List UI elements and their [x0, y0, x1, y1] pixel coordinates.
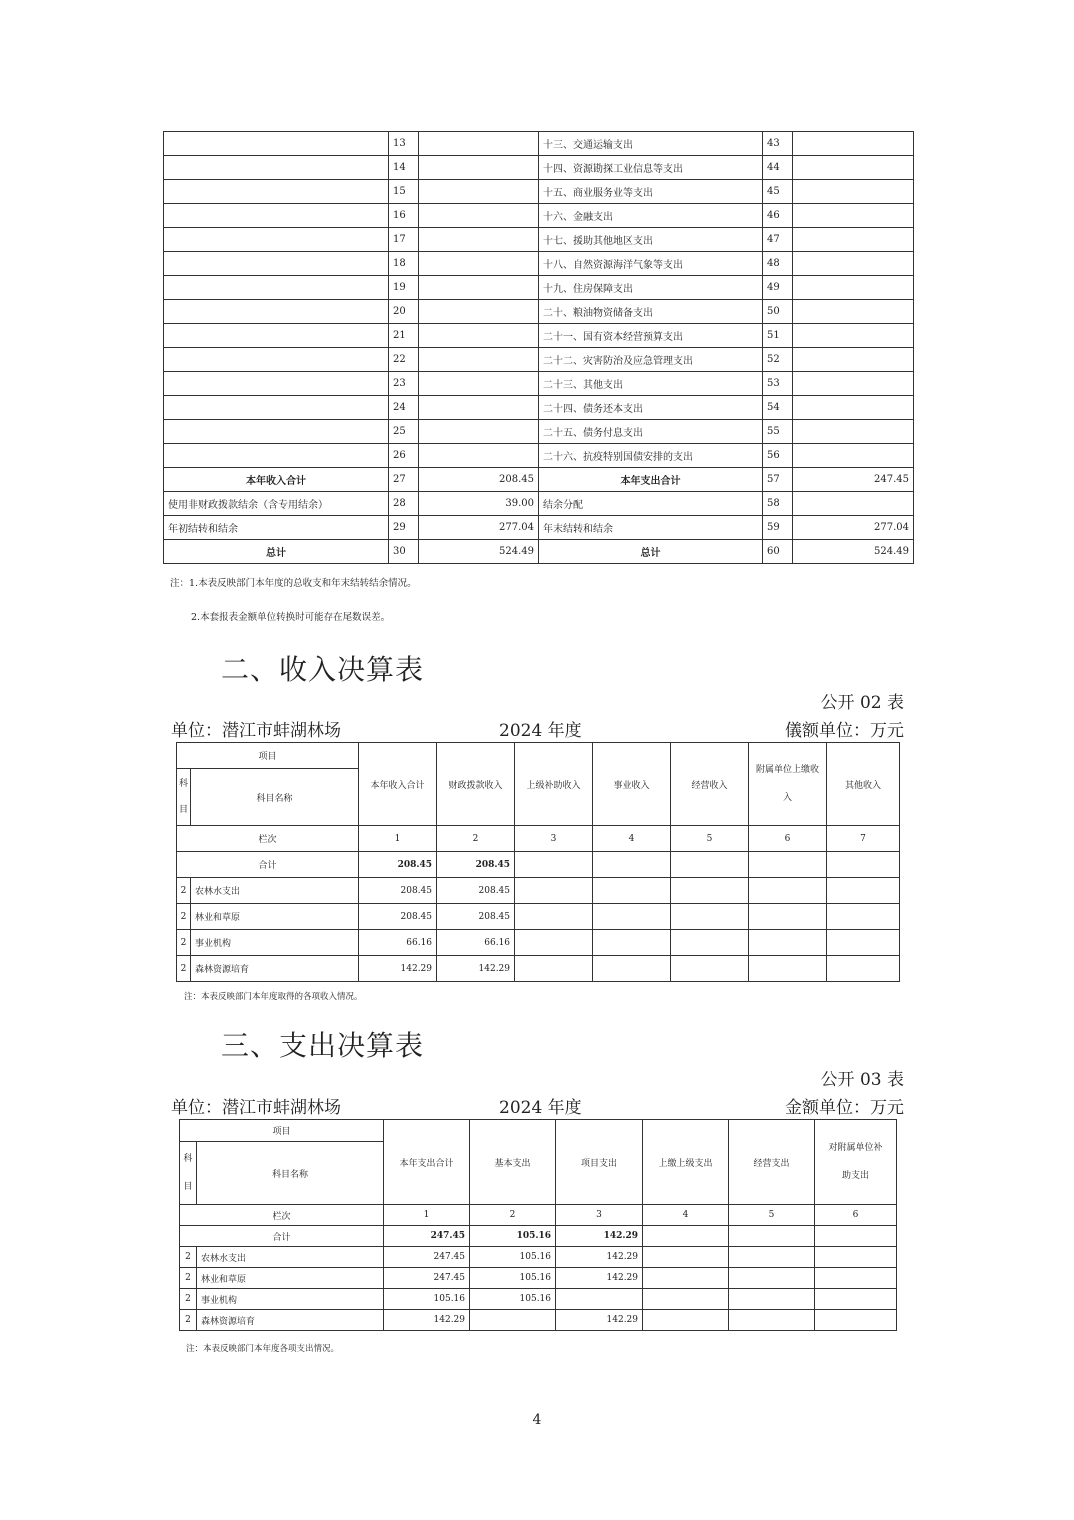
- expense-amount-unit: 金额单位：万元: [785, 1098, 904, 1118]
- table-row: [177, 878, 900, 904]
- income-row-val: 208.45: [359, 904, 437, 930]
- summary-note-1: 注：1.本表反映部门本年度的总收支和年末结转结余情况。: [170, 578, 417, 589]
- summary-right-val: [793, 204, 914, 228]
- income-row-val: 208.45: [437, 878, 515, 904]
- income-colnum: 7: [827, 826, 900, 852]
- summary-right-val: [793, 420, 914, 444]
- income-row-val: [515, 904, 593, 930]
- table-row: [177, 930, 900, 956]
- summary-right-label: 二十一、国有资本经营预算支出: [539, 324, 763, 348]
- summary-left-label: 年初结转和结余: [164, 516, 389, 540]
- table-row: [164, 156, 914, 180]
- table-row: [177, 956, 900, 982]
- income-row-val: [671, 956, 749, 982]
- expense-row-name: 事业机构: [197, 1289, 384, 1310]
- expense-col-2: 基本支出: [470, 1120, 556, 1205]
- summary-left-val: [419, 156, 539, 180]
- income-row-val: [515, 878, 593, 904]
- income-col-4: 事业收入: [593, 743, 671, 826]
- table-row: [164, 396, 914, 420]
- summary-right-no: 45: [763, 180, 793, 204]
- summary-left-no: 28: [389, 492, 419, 516]
- table-row: [164, 252, 914, 276]
- income-col-3: 上级补助收入: [515, 743, 593, 826]
- expense-row-val: [729, 1289, 815, 1310]
- income-row-name: 农林水支出: [191, 878, 359, 904]
- income-col-6: 附属单位上缴收 入: [749, 743, 827, 826]
- summary-left-val: [419, 324, 539, 348]
- expense-row-val: [815, 1268, 897, 1289]
- expense-row-val: 105.16: [470, 1247, 556, 1268]
- income-row-code: 2: [177, 956, 191, 982]
- expense-row-val: [729, 1310, 815, 1331]
- income-colnum: 3: [515, 826, 593, 852]
- summary-left-no: 26: [389, 444, 419, 468]
- summary-right-val: [793, 444, 914, 468]
- summary-left-no: 27: [389, 468, 419, 492]
- summary-right-no: 48: [763, 252, 793, 276]
- summary-left-label: [164, 276, 389, 300]
- summary-right-val: [793, 228, 914, 252]
- expense-row-val: [643, 1310, 729, 1331]
- summary-right-no: 55: [763, 420, 793, 444]
- summary-right-label: 十七、援助其他地区支出: [539, 228, 763, 252]
- expense-row-code: 2: [180, 1247, 197, 1268]
- income-total-label: 合计: [177, 852, 359, 878]
- expense-total-val: [643, 1226, 729, 1247]
- summary-left-no: 25: [389, 420, 419, 444]
- table-row: [164, 204, 914, 228]
- expense-row-val: 142.29: [556, 1310, 643, 1331]
- expense-hdr-item: 项目: [180, 1120, 384, 1142]
- expense-row-val: [556, 1289, 643, 1310]
- expense-hdr-kemu: 科 目: [180, 1142, 197, 1205]
- income-total-val: [515, 852, 593, 878]
- expense-colnum: 1: [384, 1205, 470, 1226]
- expense-row-code: 2: [180, 1310, 197, 1331]
- table-row: [180, 1310, 897, 1331]
- expense-col-3: 项目支出: [556, 1120, 643, 1205]
- table-row: [164, 228, 914, 252]
- summary-right-no: 46: [763, 204, 793, 228]
- summary-left-val: [419, 204, 539, 228]
- summary-left-no: 21: [389, 324, 419, 348]
- summary-right-label: 十九、住房保障支出: [539, 276, 763, 300]
- expense-row-val: [815, 1289, 897, 1310]
- expense-row-code: 2: [180, 1268, 197, 1289]
- summary-left-label: [164, 324, 389, 348]
- expense-row-val: 142.29: [384, 1310, 470, 1331]
- summary-right-label: 十三、交通运输支出: [539, 132, 763, 156]
- expense-lanci: 栏次: [180, 1205, 384, 1226]
- income-row-val: [749, 930, 827, 956]
- expense-row-val: 142.29: [556, 1268, 643, 1289]
- summary-left-val: [419, 132, 539, 156]
- summary-left-label: 总计: [164, 540, 389, 564]
- income-row-val: [827, 930, 900, 956]
- expense-row-val: 105.16: [384, 1289, 470, 1310]
- income-col-5: 经营收入: [671, 743, 749, 826]
- income-row-val: [749, 904, 827, 930]
- summary-left-label: [164, 252, 389, 276]
- expense-col-6: 对附属单位补 助支出: [815, 1120, 897, 1205]
- expense-row-val: [729, 1268, 815, 1289]
- summary-right-label: 结余分配: [539, 492, 763, 516]
- summary-left-val: 39.00: [419, 492, 539, 516]
- table-row: [180, 1289, 897, 1310]
- summary-left-label: [164, 396, 389, 420]
- income-table-code: 公开 02 表: [820, 693, 904, 713]
- expense-row-val: 105.16: [470, 1268, 556, 1289]
- summary-left-val: [419, 228, 539, 252]
- income-table: [176, 742, 900, 982]
- table-row: [164, 324, 914, 348]
- expense-total-val: 142.29: [556, 1226, 643, 1247]
- summary-right-label: 十六、金融支出: [539, 204, 763, 228]
- summary-left-no: 19: [389, 276, 419, 300]
- income-row-val: [671, 878, 749, 904]
- summary-right-no: 43: [763, 132, 793, 156]
- summary-left-label: [164, 420, 389, 444]
- income-hdr-kemu: 科 目: [177, 769, 191, 826]
- summary-left-label: [164, 348, 389, 372]
- summary-left-label: [164, 156, 389, 180]
- table-row: [164, 420, 914, 444]
- income-hdr-item: 项目: [177, 743, 359, 769]
- summary-right-no: 50: [763, 300, 793, 324]
- summary-left-val: 208.45: [419, 468, 539, 492]
- summary-right-val: [793, 252, 914, 276]
- summary-right-no: 47: [763, 228, 793, 252]
- summary-left-label: [164, 132, 389, 156]
- table-row: [164, 540, 914, 564]
- income-row-val: [827, 956, 900, 982]
- summary-left-no: 14: [389, 156, 419, 180]
- income-row-name: 林业和草原: [191, 904, 359, 930]
- expense-colnum: 4: [643, 1205, 729, 1226]
- expense-total-val: [815, 1226, 897, 1247]
- expense-colnum: 5: [729, 1205, 815, 1226]
- income-colnum: 2: [437, 826, 515, 852]
- summary-right-val: [793, 324, 914, 348]
- income-row-val: [827, 904, 900, 930]
- income-col-7: 其他收入: [827, 743, 900, 826]
- income-row-val: [593, 930, 671, 956]
- income-row-val: 142.29: [359, 956, 437, 982]
- table-row: [164, 492, 914, 516]
- income-col-1: 本年收入合计: [359, 743, 437, 826]
- expense-total-val: 247.45: [384, 1226, 470, 1247]
- summary-right-label: 二十五、债务付息支出: [539, 420, 763, 444]
- summary-right-label: 本年支出合计: [539, 468, 763, 492]
- expense-row-val: [643, 1247, 729, 1268]
- summary-left-no: 16: [389, 204, 419, 228]
- summary-left-val: [419, 396, 539, 420]
- expense-colnum: 3: [556, 1205, 643, 1226]
- summary-table: [163, 131, 914, 564]
- income-col-2: 财政拨款收入: [437, 743, 515, 826]
- expense-row-val: [729, 1247, 815, 1268]
- income-amount-unit: 儀额单位：万元: [785, 721, 904, 741]
- income-row-name: 森林资源培育: [191, 956, 359, 982]
- table-row: [164, 180, 914, 204]
- table-row: [164, 516, 914, 540]
- income-row-val: 66.16: [359, 930, 437, 956]
- summary-note-2: 2.本套报表金额单位转换时可能存在尾数误差。: [191, 612, 391, 623]
- summary-left-label: [164, 300, 389, 324]
- summary-left-val: [419, 276, 539, 300]
- summary-left-label: [164, 372, 389, 396]
- income-row-val: [671, 904, 749, 930]
- expense-row-code: 2: [180, 1289, 197, 1310]
- expense-col-5: 经营支出: [729, 1120, 815, 1205]
- income-row-code: 2: [177, 904, 191, 930]
- income-hdr-name: 科目名称: [191, 769, 359, 826]
- income-total-val: [827, 852, 900, 878]
- table-row: [164, 444, 914, 468]
- summary-right-val: [793, 300, 914, 324]
- income-row-val: [515, 930, 593, 956]
- table-row: [164, 132, 914, 156]
- summary-right-label: 二十二、灾害防治及应急管理支出: [539, 348, 763, 372]
- income-row-code: 2: [177, 878, 191, 904]
- income-lanci: 栏次: [177, 826, 359, 852]
- income-total-val: [593, 852, 671, 878]
- summary-left-no: 22: [389, 348, 419, 372]
- summary-left-no: 17: [389, 228, 419, 252]
- expense-row-name: 农林水支出: [197, 1247, 384, 1268]
- expense-row-name: 森林资源培育: [197, 1310, 384, 1331]
- summary-right-val: 277.04: [793, 516, 914, 540]
- summary-right-val: [793, 492, 914, 516]
- summary-left-val: 524.49: [419, 540, 539, 564]
- summary-left-no: 23: [389, 372, 419, 396]
- table-row: [164, 300, 914, 324]
- summary-left-no: 18: [389, 252, 419, 276]
- summary-right-label: 十八、自然资源海洋气象等支出: [539, 252, 763, 276]
- page-number: 4: [532, 1412, 542, 1428]
- summary-left-no: 29: [389, 516, 419, 540]
- expense-row-val: 247.45: [384, 1247, 470, 1268]
- expense-unit: 单位：潜江市蚌湖林场: [171, 1098, 341, 1118]
- summary-right-no: 44: [763, 156, 793, 180]
- expense-total-val: 105.16: [470, 1226, 556, 1247]
- income-row-val: [515, 956, 593, 982]
- income-note: 注：本表反映部门本年度取得的各项收入情况。: [184, 992, 363, 1002]
- summary-left-val: [419, 348, 539, 372]
- summary-left-no: 20: [389, 300, 419, 324]
- expense-colnum: 6: [815, 1205, 897, 1226]
- expense-row-val: [643, 1289, 729, 1310]
- summary-right-no: 51: [763, 324, 793, 348]
- summary-right-val: [793, 180, 914, 204]
- summary-left-label: [164, 180, 389, 204]
- summary-right-val: [793, 372, 914, 396]
- table-row: [177, 904, 900, 930]
- income-row-val: 208.45: [437, 904, 515, 930]
- expense-table: [179, 1119, 897, 1331]
- income-title: 二、收入决算表: [221, 653, 425, 686]
- expense-col-4: 上缴上级支出: [643, 1120, 729, 1205]
- income-row-val: [593, 956, 671, 982]
- expense-row-val: [815, 1310, 897, 1331]
- expense-row-val: [470, 1310, 556, 1331]
- summary-left-val: [419, 180, 539, 204]
- table-row: [180, 1247, 897, 1268]
- summary-left-label: 本年收入合计: [164, 468, 389, 492]
- income-row-val: 142.29: [437, 956, 515, 982]
- income-total-val: [749, 852, 827, 878]
- table-row: [164, 468, 914, 492]
- summary-left-label: 使用非财政拨款结余（含专用结余）: [164, 492, 389, 516]
- expense-col-1: 本年支出合计: [384, 1120, 470, 1205]
- income-unit: 单位：潜江市蚌湖林场: [171, 721, 341, 741]
- expense-row-val: 247.45: [384, 1268, 470, 1289]
- summary-right-label: 十四、资源勘探工业信息等支出: [539, 156, 763, 180]
- expense-row-val: [643, 1268, 729, 1289]
- summary-right-no: 60: [763, 540, 793, 564]
- summary-right-label: 二十、粮油物资储备支出: [539, 300, 763, 324]
- expense-total-val: [729, 1226, 815, 1247]
- income-year: 2024 年度: [499, 721, 582, 741]
- summary-right-no: 59: [763, 516, 793, 540]
- summary-right-no: 54: [763, 396, 793, 420]
- summary-left-no: 15: [389, 180, 419, 204]
- income-total-val: 208.45: [359, 852, 437, 878]
- summary-left-val: [419, 300, 539, 324]
- income-row-val: [749, 956, 827, 982]
- income-row-val: 208.45: [359, 878, 437, 904]
- summary-right-label: 总计: [539, 540, 763, 564]
- summary-left-label: [164, 228, 389, 252]
- summary-left-label: [164, 444, 389, 468]
- income-row-val: [593, 878, 671, 904]
- income-colnum: 6: [749, 826, 827, 852]
- summary-right-no: 57: [763, 468, 793, 492]
- summary-left-val: [419, 420, 539, 444]
- summary-left-val: 277.04: [419, 516, 539, 540]
- expense-total-label: 合计: [180, 1226, 384, 1247]
- expense-colnum: 2: [470, 1205, 556, 1226]
- summary-left-val: [419, 444, 539, 468]
- summary-right-no: 56: [763, 444, 793, 468]
- expense-row-val: [815, 1247, 897, 1268]
- expense-row-name: 林业和草原: [197, 1268, 384, 1289]
- summary-right-label: 二十三、其他支出: [539, 372, 763, 396]
- expense-year: 2024 年度: [499, 1098, 582, 1118]
- summary-right-no: 58: [763, 492, 793, 516]
- summary-right-val: [793, 348, 914, 372]
- summary-right-val: [793, 132, 914, 156]
- income-row-val: [749, 878, 827, 904]
- summary-left-val: [419, 372, 539, 396]
- table-row: [164, 276, 914, 300]
- income-total-val: 208.45: [437, 852, 515, 878]
- expense-row-val: 105.16: [470, 1289, 556, 1310]
- summary-right-no: 52: [763, 348, 793, 372]
- income-row-val: [827, 878, 900, 904]
- summary-left-label: [164, 204, 389, 228]
- summary-right-val: [793, 156, 914, 180]
- income-row-name: 事业机构: [191, 930, 359, 956]
- summary-left-no: 30: [389, 540, 419, 564]
- income-row-code: 2: [177, 930, 191, 956]
- summary-left-no: 13: [389, 132, 419, 156]
- expense-note: 注：本表反映部门本年度各项支出情况。: [186, 1344, 340, 1354]
- summary-right-label: 年末结转和结余: [539, 516, 763, 540]
- summary-left-no: 24: [389, 396, 419, 420]
- income-row-val: [671, 930, 749, 956]
- income-total-val: [671, 852, 749, 878]
- summary-right-no: 49: [763, 276, 793, 300]
- expense-row-val: 142.29: [556, 1247, 643, 1268]
- summary-right-val: 247.45: [793, 468, 914, 492]
- table-row: [180, 1268, 897, 1289]
- summary-right-val: 524.49: [793, 540, 914, 564]
- summary-right-val: [793, 276, 914, 300]
- summary-left-val: [419, 252, 539, 276]
- summary-right-label: 二十四、债务还本支出: [539, 396, 763, 420]
- table-row: [164, 348, 914, 372]
- summary-right-no: 53: [763, 372, 793, 396]
- summary-right-val: [793, 396, 914, 420]
- income-colnum: 4: [593, 826, 671, 852]
- expense-title: 三、支出决算表: [221, 1029, 425, 1062]
- income-colnum: 1: [359, 826, 437, 852]
- table-row: [164, 372, 914, 396]
- expense-hdr-name: 科目名称: [197, 1142, 384, 1205]
- income-colnum: 5: [671, 826, 749, 852]
- income-row-val: 66.16: [437, 930, 515, 956]
- summary-right-label: 十五、商业服务业等支出: [539, 180, 763, 204]
- expense-table-code: 公开 03 表: [820, 1070, 904, 1090]
- summary-right-label: 二十六、抗疫特别国债安排的支出: [539, 444, 763, 468]
- income-row-val: [593, 904, 671, 930]
